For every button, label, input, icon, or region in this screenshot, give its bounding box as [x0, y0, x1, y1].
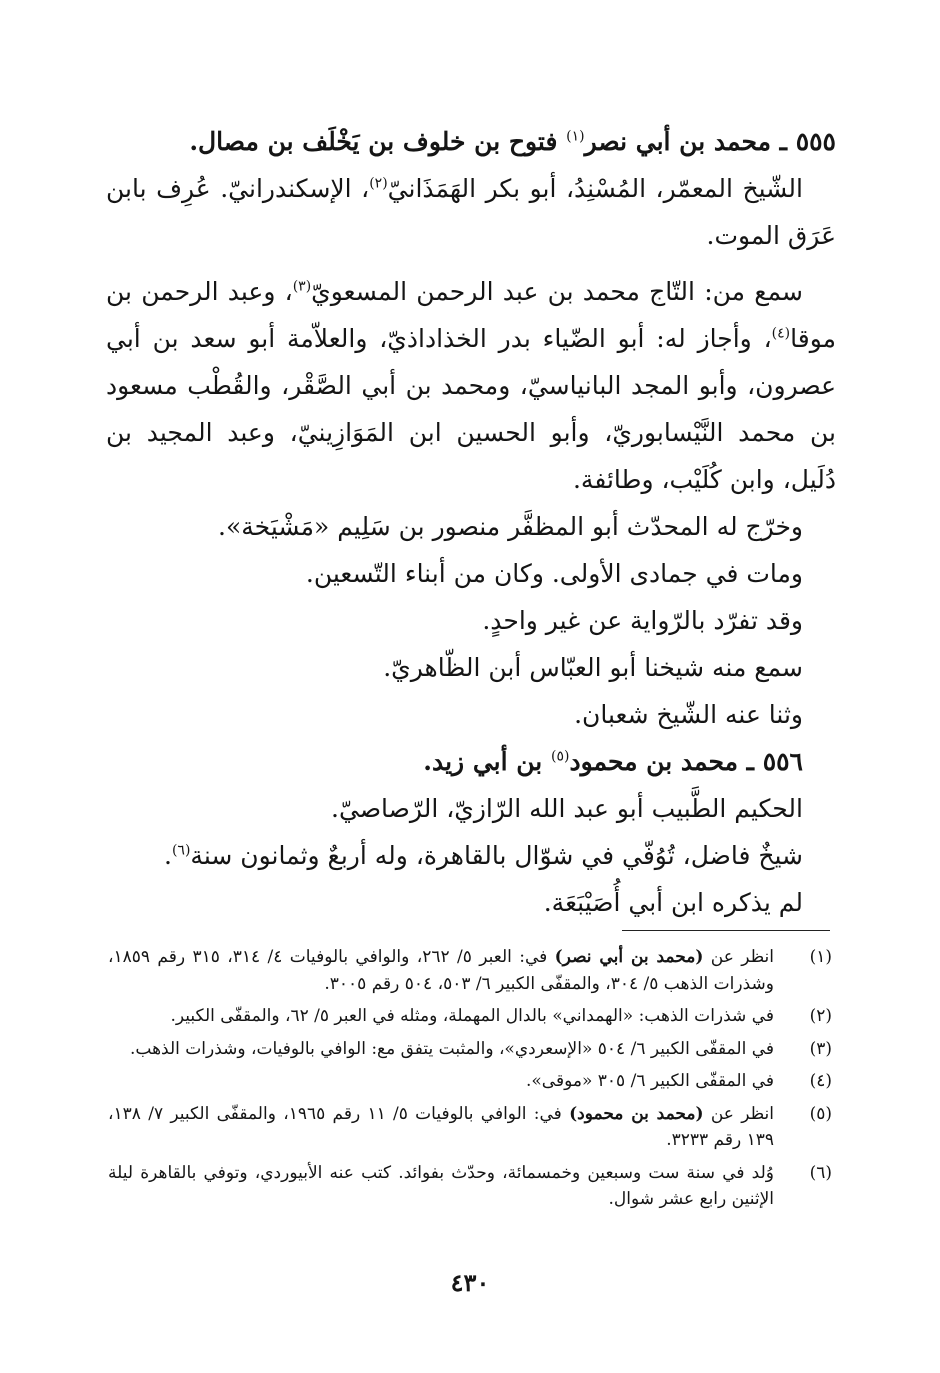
footnote-text [108, 944, 774, 997]
heading-text: بن أبي زيد. [423, 747, 551, 776]
footnote-ref[interactable]: (٦) [171, 842, 191, 859]
footnote-number: (١) [809, 947, 832, 967]
footnote-number: (٥) [809, 1103, 832, 1124]
footnote-text: في شذرات الذهب: «الهمداني» بالدال المهملة، ومثله في العبر ٥/ ٦٢، والمقفّى الكبير. [170, 1006, 774, 1026]
teachers-text: ، وعبد الرحمن بن موقا [106, 277, 836, 353]
text-line: وثنا عنه الشّيخ شعبان. [574, 700, 803, 729]
footnote-number: (٣) [809, 1038, 832, 1059]
footnote-ref[interactable]: (٢) [369, 175, 388, 192]
entry-556-heading [106, 738, 836, 785]
footnote-text: في المقفّى الكبير ٦/ ٥٠٤ «الإسعردي»، والمثبت يتفق مع: الوافي بالوفيات، وشذرات الذهب. [130, 1038, 774, 1059]
footnote-number: (٤) [809, 1071, 832, 1091]
teachers-text: سمع من: التّاج محمد بن عبد الرحمن المسعويّ [311, 277, 804, 306]
footnote-2 [108, 1003, 832, 1030]
page-number: ٤٣٠ [450, 1268, 490, 1297]
footnote-text-part: انظر عن [703, 947, 775, 967]
text-line: الحكيم الطَّبيب أبو عبد الله الرّازيّ، الرّصاصيّ. [331, 794, 803, 823]
footnote-3 [108, 1036, 832, 1063]
footnote-ref[interactable]: (٥) [550, 748, 570, 765]
main-text [106, 118, 836, 926]
text-line: سمع منه شيخنا أبو العبّاس أبن الظّاهريّ. [383, 653, 803, 682]
footnote-text: في المقفّى الكبير ٦/ ٣٠٥ «موقى». [525, 1071, 774, 1091]
footnote-6 [108, 1160, 832, 1213]
footnote-text: وُلد في سنة ست وسبعين وخمسمائة، وحدّث بفوائد. كتب عنه الأبيوردي، وتوفي بالقاهرة ليلة الإثنين رابع عشر شوال. [108, 1162, 774, 1209]
entry-555-heading [106, 118, 836, 165]
footnote-text-part: انظر عن [703, 1103, 775, 1124]
bio-text: الشّيخ المعمّر، المُسْنِدُ، أبو بكر الهَمَذَانيّ [387, 174, 803, 203]
footnote-bold-name: (محمد بن أبي نصر) [554, 947, 704, 967]
entry-556-death [106, 832, 836, 879]
footnote-text-part: في: العبر ٥/ ٢٦٢، والوافي بالوفيات ٤/ ٣١٤، ٣١٥ رقم ١٨٥٩، وشذرات الذهب ٥/ ٣٠٤، والمقفّى الكبير ٦/ ٥٠٣، ٥٠٤ رقم ٣٠٠٥. [108, 947, 774, 994]
death-text: شيخٌ فاضل، تُوُفّي في شوّال بالقاهرة، وله أربعٌ وثمانون سنة [190, 841, 803, 870]
footnote-ref[interactable]: (٣) [292, 278, 312, 295]
entry-555-teachers [106, 268, 836, 503]
bio-text: ، الإسكندرانيّ. عُرِف بابن عَرَق الموت. [106, 174, 836, 250]
text-line: وخرّج له المحدّث أبو المظفَّر منصور بن سَلِيم «مَشْيَخة». [218, 512, 803, 541]
footnote-1 [108, 944, 832, 997]
text-line: ومات في جمادى الأولى. وكان من أبناء التّسعين. [305, 559, 803, 588]
footnote-bold-name: (محمد بن محمود) [569, 1103, 704, 1124]
footnote-4 [108, 1068, 832, 1095]
footnote-text-part: في: الوافي بالوفيات ٥/ ١١ رقم ١٩٦٥، والمقفّى الكبير ٧/ ١٣٨، ١٣٩ رقم ٣٢٣٣. [108, 1103, 774, 1150]
text-line: وقد تفرّد بالرّواية عن غير واحدٍ. [482, 606, 803, 635]
death-text: . [164, 841, 172, 870]
footnote-ref[interactable]: (٤) [771, 325, 791, 342]
text-line: لم يذكره ابن أبي أُصَيْبَعَة. [543, 888, 803, 917]
heading-text: ٥٥٦ ـ محمد بن محمود [569, 747, 803, 776]
entry-555-bio [106, 165, 836, 259]
footnote-number: (٢) [809, 1006, 832, 1026]
footnote-separator [622, 930, 830, 931]
footnote-ref[interactable]: (١) [566, 128, 585, 145]
footnote-number: (٦) [809, 1162, 832, 1183]
teachers-text: ، وأجاز له: أبو الضّياء بدر الخذاداذيّ، والعلاّمة أبو سعد بن أبي عصرون، وأبو المجد البانياسيّ، ومحمد بن أبي الصَّقْر، والقُطْب مسعود بن محمد النَّيْسابوريّ، وأبو الحسين ابن المَوَازِينيّ، وعبد المجيد بن دُلَيل، وابن كُلَيْب، وطائفة. [106, 324, 836, 494]
footnote-text [108, 1101, 774, 1154]
heading-text: ٥٥٥ ـ محمد بن أبي نصر [584, 127, 836, 156]
footnotes [108, 944, 832, 1219]
footnote-5 [108, 1101, 832, 1154]
heading-text: فتوح بن خلوف بن يَخْلَف بن مصال. [189, 127, 567, 156]
